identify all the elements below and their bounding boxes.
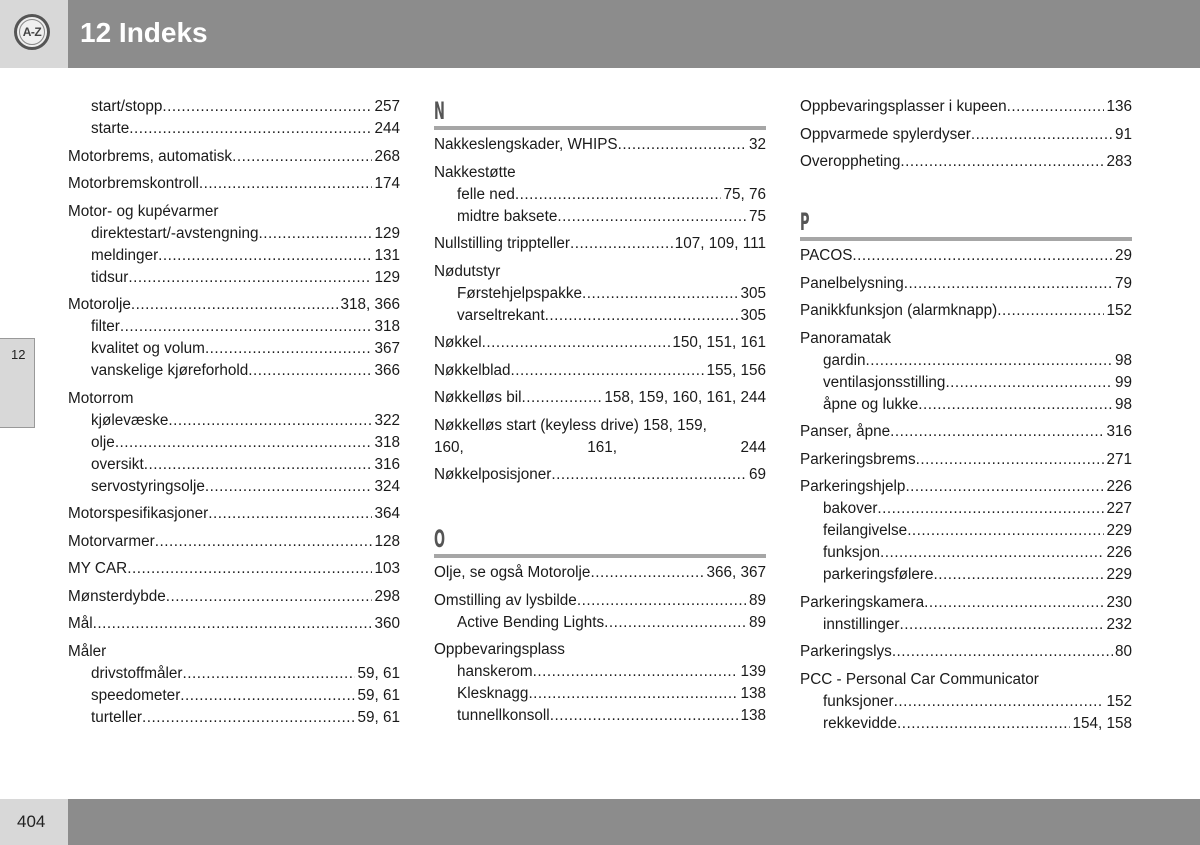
index-entry [68,685,400,707]
leader-dots [511,360,705,382]
index-entry-text: Parkeringslys [800,643,892,660]
index-entry-page: 98 [1114,395,1132,413]
index-entry-text: varseltrekant [457,306,545,324]
index-entry-page: 366 [374,362,400,379]
letter-heading-n: N [434,97,445,125]
page-footer [0,799,1200,845]
leader-dots [128,267,372,289]
index-entry-text: Parkeringskamera [800,593,925,611]
index-entry-text: Nøkkelløs bil [434,389,522,406]
index-entry [68,531,400,553]
index-entry [68,316,400,338]
leader-dots [120,316,373,338]
index-entry [68,118,400,140]
leader-dots [232,146,372,168]
index-entry-page: 59, 61 [357,708,400,726]
index-entry [434,332,766,354]
leader-dots [604,612,747,634]
index-heading-entry: Motor- og kupévarmer [68,202,219,220]
index-heading-entry: Nødutstyr [434,262,501,280]
index-entry-page: 131 [374,246,400,264]
leader-dots [131,294,339,316]
keyless-page-161: 161, [587,438,618,456]
keyless-entry [434,415,766,459]
leader-dots [545,305,739,327]
index-entry-text: vanskelige kjøreforhold [91,362,249,379]
index-entry-text: hanskerom [457,663,533,680]
index-entry [800,372,1132,394]
index-entry-text: felle ned [457,185,515,203]
keyless-page-160: 160, [434,438,464,456]
index-entry-text: olje [91,433,115,451]
keyless-entry-line1: Nøkkelløs start (keyless drive) 158, 159, [434,416,707,434]
index-entry-text: Active Bending Lights [457,613,605,631]
index-entry [800,476,1132,498]
leader-dots [618,134,747,156]
index-entry-text: direktestart/-avstengning [91,224,259,242]
index-entry-text: Motorolje [68,296,131,313]
index-entry-text: Mål [68,615,93,632]
leader-dots [570,233,673,255]
index-entry-text: bakover [823,500,878,517]
index-entry [434,206,766,228]
index-entry-page: 150, 151, 161 [672,334,766,351]
index-entry-text: Motorvarmer [68,532,155,550]
index-entry-text: Nøkkel [434,334,482,351]
index-entry [800,542,1132,564]
leader-dots [522,387,603,409]
leader-dots [115,432,373,454]
index-entry [434,464,766,486]
index-entry [800,614,1132,636]
index-entry-text: Olje, se også Motorolje [434,564,591,581]
index-group-o [434,562,766,727]
leader-dots [577,590,747,612]
leader-dots [924,592,1104,614]
index-entry-page: 318, 366 [340,296,400,313]
index-entry-text: starte [91,120,130,137]
index-entry-page: 128 [374,532,400,550]
leader-dots [259,223,373,245]
index-entry-text: Parkeringshjelp [800,478,906,495]
index-entry [800,421,1132,443]
leader-dots [1007,96,1105,118]
index-entry [68,267,400,289]
index-entry [800,124,1132,146]
leader-dots [880,542,1104,564]
index-entry-text: parkeringsfølere [823,566,934,583]
index-entry-page: 268 [374,147,400,165]
index-entry-page: 316 [1106,423,1132,440]
index-group-p [800,245,1132,735]
index-entry [434,683,766,705]
leader-dots [199,173,373,195]
letter-rule-o [434,554,766,558]
index-entry-page: 318 [374,433,400,451]
index-entry [434,360,766,382]
index-entry [68,707,400,729]
index-entry-text: Motorbrems, automatisk [68,147,233,165]
index-entry [800,498,1132,520]
index-entry-text: drivstoffmåler [91,664,183,682]
index-entry-page: 316 [374,455,400,473]
index-entry [68,476,400,498]
index-heading-entry: Panoramatak [800,329,891,347]
page-header [0,0,1200,68]
index-entry [68,245,400,267]
index-entry-page: 103 [374,560,400,577]
index-entry [68,146,400,168]
index-column-1 [68,96,400,729]
index-entry [800,151,1132,173]
leader-dots [166,586,373,608]
index-entry-page: 59, 61 [357,686,400,704]
index-entry-page: 257 [374,98,400,115]
index-entry-page: 89 [748,591,766,609]
index-entry-page: 232 [1106,615,1132,633]
index-entry [68,360,400,382]
index-entry-text: Motorbremskontroll [68,175,199,192]
index-entry-page: 80 [1114,643,1132,660]
index-entry-page: 174 [374,175,400,192]
leader-dots [533,661,739,683]
leader-dots [142,707,355,729]
index-entry-text: funksjoner [823,692,894,710]
index-entry-page: 305 [740,284,766,302]
index-entry-page: 107, 109, 111 [674,235,766,252]
index-entry-text: funksjon [823,544,880,561]
index-entry [68,663,400,685]
index-entry-text: Oppvarmede spylerdyser [800,125,971,143]
index-entry-text: åpne og lukke [823,395,919,413]
index-entry-text: Parkeringsbrems [800,450,916,468]
index-entry-page: 367 [374,340,400,357]
index-entry [434,387,766,409]
leader-dots [155,531,373,553]
chapter-icon-box [0,0,68,68]
index-entry-page: 75 [748,207,766,225]
index-entry-text: Oppbevaringsplasser i kupeen [800,98,1007,115]
leader-dots [582,283,738,305]
index-entry [800,592,1132,614]
index-entry-text: meldinger [91,246,159,264]
index-entry-page: 158, 159, 160, 161, 244 [604,389,766,406]
index-entry [68,338,400,360]
leader-dots [205,476,373,498]
index-entry-page: 138 [740,685,766,702]
leader-dots [916,449,1105,471]
index-entry-text: turteller [91,708,143,726]
index-entry-text: Klesknagg [457,685,529,702]
index-entry-page: 152 [1106,692,1132,710]
index-entry-text: Nøkkelposisjoner [434,466,552,483]
index-entry-page: 136 [1106,98,1132,115]
index-heading-entry: Måler [68,642,107,660]
index-entry-page: 138 [740,707,766,724]
letter-rule-n [434,126,766,130]
leader-dots [907,520,1104,542]
index-entry [434,283,766,305]
index-heading-entry: Motorrom [68,389,134,407]
index-entry-page: 229 [1106,522,1132,539]
index-entry-text: Overoppheting [800,153,901,170]
index-entry-text: gardin [823,351,866,369]
index-entry-page: 129 [374,268,400,286]
letter-heading-o: O [434,525,446,553]
index-entry-text: Motorspesifikasjoner [68,505,209,522]
index-entry-text: Omstilling av lysbilde [434,591,577,609]
index-entry [434,184,766,206]
index-entry-page: 69 [748,466,766,483]
index-entry-text: kjølevæske [91,411,169,429]
index-entry [434,134,766,156]
leader-dots [894,691,1105,713]
index-entry-text: midtre baksete [457,207,558,225]
index-entry-page: 152 [1106,302,1132,319]
leader-dots [997,300,1104,322]
leader-dots [129,118,372,140]
index-entry-text: servostyringsolje [91,477,205,495]
leader-dots [208,503,372,525]
index-entry [68,96,400,118]
index-entry-text: Nullstilling trippteller [434,235,571,252]
leader-dots [877,498,1104,520]
index-column-3 [800,96,1132,735]
chapter-title: 12 Indeks [80,17,208,48]
leader-dots [205,338,373,360]
index-entry-text: Førstehjelpspakke [457,284,582,302]
index-entry [68,503,400,525]
index-entry [434,705,766,727]
index-heading-entry: PCC - Personal Car Communicator [800,670,1039,688]
leader-dots [918,394,1113,416]
index-group-n [434,134,766,409]
index-group-o-cont [800,96,1132,173]
index-entry-page: 322 [374,411,400,429]
index-entry-page: 29 [1114,247,1132,264]
index-entry-text: Nakkeslengskader, WHIPS [434,136,618,153]
index-entry-page: 318 [374,318,400,335]
index-heading-entry: Oppbevaringsplass [434,641,565,658]
index-entry-text: oversikt [91,455,144,473]
leader-dots [590,562,704,584]
index-entry-page: 59, 61 [357,664,400,682]
leader-dots [904,273,1113,295]
index-entry-page: 271 [1106,450,1132,468]
index-entry-text: tunnellkonsoll [457,707,550,724]
leader-dots [900,151,1104,173]
a-z-index-icon: A-Z [14,14,50,50]
index-heading-entry: Nakkestøtte [434,163,516,181]
index-entry [434,233,766,255]
leader-dots [550,705,739,727]
index-entry-text: start/stopp [91,98,163,115]
index-entry [800,691,1132,713]
page-number: 404 [17,812,46,831]
index-entry-page: 229 [1106,566,1132,583]
index-entry-text: Panelbelysning [800,274,904,292]
leader-dots [515,184,722,206]
index-entry-text: feilangivelse [823,522,908,539]
leader-dots [557,206,747,228]
index-entry [68,586,400,608]
index-entry-page: 91 [1114,125,1132,143]
leader-dots [934,564,1105,586]
leader-dots [905,476,1104,498]
index-entry-page: 139 [740,663,766,680]
leader-dots [93,613,373,635]
index-entry [434,305,766,327]
index-entry-text: innstillinger [823,615,900,633]
keyless-page-244: 244 [740,438,766,456]
index-entry [68,173,400,195]
index-entry-page: 99 [1114,373,1132,391]
index-entry-page: 298 [374,587,400,605]
index-entry-page: 79 [1114,274,1132,292]
leader-dots [183,663,356,685]
index-entry-text: tidsur [91,268,129,286]
index-entry [800,564,1132,586]
index-entry-page: 366, 367 [706,564,766,581]
index-entry-page: 32 [748,136,766,153]
index-entry-text: filter [91,318,120,335]
leader-dots [180,685,355,707]
leader-dots [127,558,372,580]
index-entry [68,613,400,635]
leader-dots [852,245,1113,267]
index-entry-page: 129 [374,224,400,242]
leader-dots [945,372,1113,394]
index-entry [800,273,1132,295]
index-entry-text: PACOS [800,247,853,264]
index-entry [800,245,1132,267]
chapter-side-tab [0,338,35,428]
index-entry [68,410,400,432]
letter-heading-p: P [800,208,810,236]
leader-dots [551,464,747,486]
index-entry-page: 227 [1106,500,1132,517]
index-entry [434,612,766,634]
index-entry-page: 324 [374,477,400,495]
index-entry [800,300,1132,322]
index-entry [68,432,400,454]
index-entry-page: 226 [1106,544,1132,561]
index-entry-page: 360 [374,615,400,632]
leader-dots [897,713,1070,735]
keyless-entry-line2 [434,437,766,459]
index-entry [800,350,1132,372]
index-entry [68,558,400,580]
index-entry-text: rekkevidde [823,714,897,732]
chapter-side-tab-label: 12 [11,347,26,362]
index-entry-text: MY CAR [68,560,128,577]
index-entry [68,294,400,316]
index-entry [800,449,1132,471]
index-entry [68,454,400,476]
index-entry [434,562,766,584]
index-entry-page: 154, 158 [1072,714,1132,732]
index-entry-page: 98 [1114,351,1132,369]
index-entry-page: 226 [1106,478,1132,495]
index-entry-text: speedometer [91,686,181,704]
index-entry-page: 155, 156 [706,361,766,379]
index-entry-page: 230 [1106,593,1132,611]
index-entry-page: 305 [740,306,766,324]
index-entry-text: Nøkkelblad [434,361,511,379]
leader-dots [971,124,1113,146]
leader-dots [158,245,372,267]
index-column-2 [434,98,766,727]
index-entry [800,641,1132,663]
index-entry [800,96,1132,118]
page-number-box [0,799,68,845]
leader-dots [900,614,1105,636]
leader-dots [890,421,1104,443]
index-entry-text: Mønsterdybde [68,587,166,605]
leader-dots [162,96,372,118]
index-entry-text: kvalitet og volum [91,340,205,357]
index-entry-page: 89 [748,613,766,631]
index-entry [434,590,766,612]
index-entry-page: 364 [374,505,400,522]
leader-dots [144,454,373,476]
index-entry-text: Panikkfunksjon (alarmknapp) [800,302,998,319]
leader-dots [892,641,1113,663]
index-entry-text: Panser, åpne [800,423,891,440]
leader-dots [168,410,372,432]
index-entry [434,661,766,683]
leader-dots [482,332,671,354]
index-entry-text: ventilasjonsstilling [823,373,946,391]
index-entry-page: 244 [374,120,400,137]
index-entry-page: 75, 76 [723,185,766,203]
leader-dots [528,683,738,705]
letter-rule-p [800,237,1132,241]
index-entry [800,520,1132,542]
index-entry [800,394,1132,416]
index-entry [68,223,400,245]
index-entry-page: 283 [1106,153,1132,170]
index-entry [800,713,1132,735]
leader-dots [248,360,372,382]
leader-dots [866,350,1113,372]
